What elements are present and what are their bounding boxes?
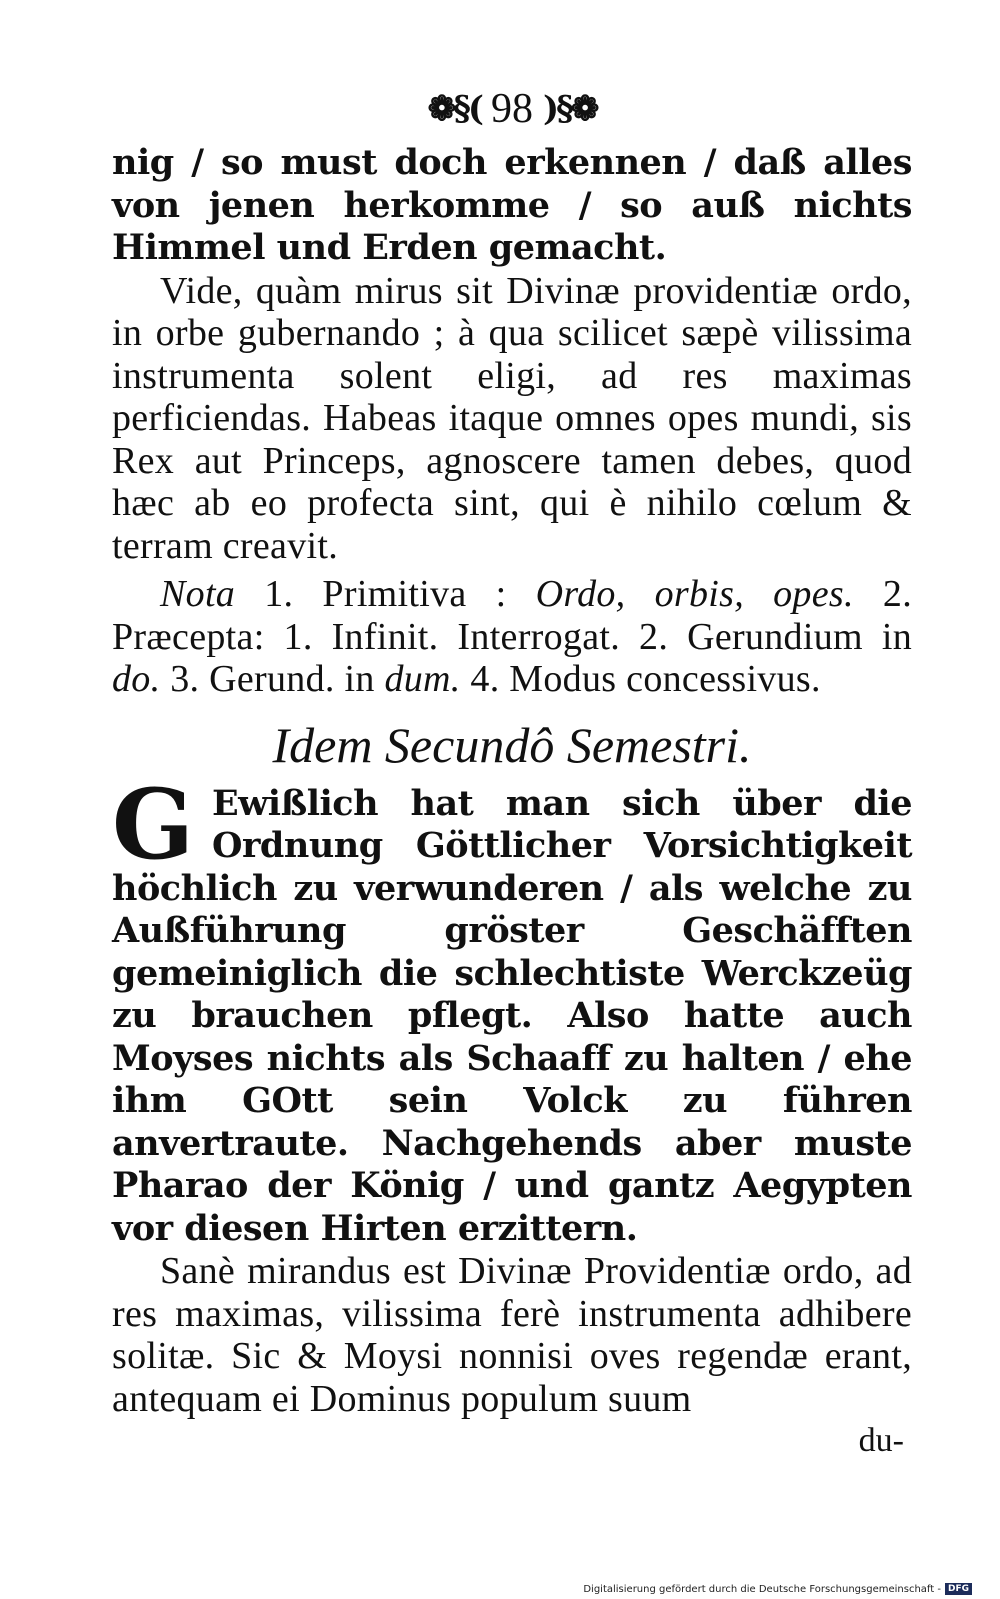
page-number: 98	[491, 86, 533, 132]
note-text-1: 1. Primitiva :	[235, 573, 536, 615]
latin-paragraph-1: Vide, quàm mirus sit Divinæ providentiæ ordo, in orbe gubernando ; à qua scilicet sæpè vilissima instrumenta solent eligi, ad res maximas perficiendas. Habeas itaque omnes opes mundi, sis Rex aut Princeps, agnoscere tamen debes, quod hæc ab eo profecta sint, qui è nihilo cœlum & terram creavit.	[112, 269, 912, 567]
note-italic-2: do.	[112, 658, 161, 700]
ornament-right-icon: )§❁	[543, 89, 597, 129]
note-text-2: 2. Præcepta: 1. Infinit. Interrogat. 2. Gerundium in	[112, 573, 912, 658]
section-title: Idem Secundô Semestri.	[272, 716, 752, 773]
note-label: Nota	[160, 573, 236, 615]
drop-cap: G	[112, 767, 194, 881]
grammar-note	[112, 573, 912, 701]
ornament-left-icon: ❁§(	[427, 89, 481, 129]
latin-paragraph-2: Sanè mirandus est Divinæ Providentiæ ordo, ad res maximas, vilissima ferè instrumenta adhibere solitæ. Sic & Moysi nonnisi oves regendæ erant, antequam ei Dominus populum suum	[112, 1250, 912, 1420]
catchword: du-	[858, 1422, 904, 1459]
book-page	[112, 78, 912, 1460]
note-text-4: 4. Modus concessivus.	[460, 658, 821, 700]
note-italic-3: dum.	[384, 658, 461, 700]
note-italic-1: Ordo, orbis, opes.	[535, 573, 854, 615]
dfg-logo-icon: DFG	[945, 1583, 972, 1595]
note-text-3: 3. Gerund. in	[160, 658, 385, 700]
german-section	[112, 767, 912, 1251]
footer-credit: Digitalisierung gefördert durch die Deutsche Forschungsgemeinschaft -	[583, 1583, 941, 1595]
german-paragraph-2: Ewißlich hat man sich über die Ordnung Göttlicher Vorsichtigkeit höchlich zu verwunderen / als welche zu Außführung gröster Geschäfften gemeiniglich die schlechtiste Werckzeüg zu brauchen pflegt. Also hatte auch Moyses nichts als Schaaff zu halten / ehe ihm GOtt sein Volck zu führen anvertraute. Nachgehends aber muste Pharao der König / und gantz Aegypten vor diesen Hirten erzittern.	[112, 782, 912, 1249]
page-header	[112, 78, 912, 140]
digitization-footer	[583, 1583, 972, 1595]
german-paragraph-1: nig / so must doch erkennen / daß alles von jenen herkomme / so auß nichts Himmel und Erden gemacht.	[112, 142, 912, 268]
